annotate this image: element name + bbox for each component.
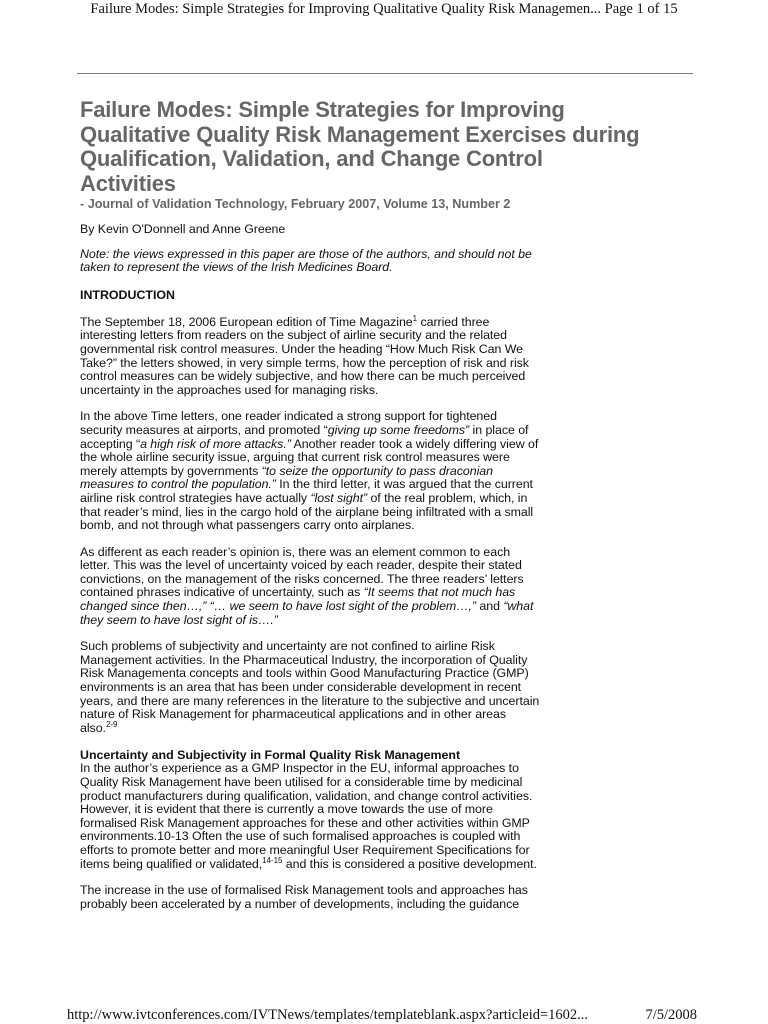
text-line: bomb, and not through what passengers carry onto airplanes. [80, 518, 415, 533]
text-line: convictions, on the management of the risks concerned. The three readers’ letters [80, 571, 524, 586]
text-run: and [476, 599, 504, 614]
introduction-heading: INTRODUCTION [80, 287, 175, 302]
quote-run: “lost sight” [310, 490, 368, 505]
text-line: Risk Managementa concepts and tools within Good Manufacturing Practice (GMP) [80, 666, 529, 681]
article-body [80, 98, 680, 911]
quote-run: measures to control the population.” [80, 477, 276, 492]
text-line: interesting letters from readers on the subject of airline security and the related [80, 328, 507, 343]
text-run: merely attempts by governments [80, 463, 262, 478]
text-line: The increase in the use of formalised Risk Management tools and approaches has [80, 883, 528, 898]
text-line: Such problems of subjectivity and uncertainty are not confined to airline Risk [80, 639, 495, 654]
paragraph-2 [80, 410, 680, 532]
text-line: In the author’s experience as a GMP Inspector in the EU, informal approaches to [80, 761, 519, 776]
text-line: Take?” the letters showed, in very simple terms, how the perception of risk and risk [80, 355, 529, 370]
text-line [80, 438, 680, 452]
text-run: of the real problem, which, in [367, 490, 528, 505]
quote-run: they seem to have lost sight of is….” [80, 612, 278, 627]
text-line: Management activities. In the Pharmaceutical Industry, the incorporation of Quality [80, 652, 528, 667]
text-line: As different as each reader’s opinion is, there was an element common to each [80, 544, 511, 559]
text-line [80, 855, 680, 872]
text-line: Quality Risk Management have been utilised for a considerable time by medicinal [80, 775, 523, 789]
paragraph-6 [80, 884, 680, 911]
text-line: the whole airline security issue, arguing that current risk control measures were [80, 450, 510, 465]
running-header: Failure Modes: Simple Strategies for Improving Qualitative Quality Risk Managemen... Page 1 of 15 [90, 1, 678, 17]
title-line: Activities [80, 170, 176, 196]
section-heading: Uncertainty and Subjectivity in Formal Quality Risk Management [80, 748, 461, 763]
disclaimer-note [80, 248, 680, 275]
text-line: letter. This was the level of uncertainty voiced by each reader, despite their stated [80, 558, 522, 573]
text-run: accepting “ [80, 436, 141, 451]
text-run: Another reader took a widely differing view of [290, 436, 539, 451]
text-line: formalised Risk Management approaches for these and other activities within GMP [80, 815, 530, 830]
text-line: probably been accelerated by a number of developments, including the guidance [80, 896, 520, 911]
text-line: years, and there are many references in the literature to the subjective and uncertain [80, 693, 540, 708]
text-run: also. [80, 720, 106, 735]
text-line: efforts to promote better and more meaningful User Requirement Specifications for [80, 842, 530, 857]
paragraph-1 [80, 313, 680, 398]
text-run: airline risk control strategies have actually [80, 490, 311, 505]
text-line: environments.10-13 Often the use of such formalised approaches is coupled with [80, 829, 521, 844]
quote-run: “It seems that not much has [363, 585, 516, 600]
text-line [80, 478, 680, 492]
journal-citation: - Journal of Validation Technology, February 2007, Volume 13, Number 2 [80, 197, 511, 211]
footnote-ref[interactable]: 1 [412, 313, 418, 323]
text-run: security measures at airports, and promoted “ [80, 422, 328, 437]
quote-run: giving up some freedoms” [327, 422, 470, 437]
text-line: In the above Time letters, one reader indicated a strong support for tightened [80, 409, 497, 424]
title-line: Qualitative Quality Risk Management Exercises during [80, 121, 640, 147]
quote-run: changed since then…,” “… we seem to have lost sight of the problem…,” [80, 599, 476, 614]
text-line: environments is an area that has been under considerable development in recent [80, 680, 522, 695]
text-line: product manufacturers during qualification, validation, and change control activities. [80, 788, 533, 803]
text-line: However, it is evident that there is currently a move towards the use of more [80, 802, 493, 817]
quote-run: a high risk of more attacks.” [140, 436, 291, 451]
text-run: contained phrases indicative of uncertainty, such as [80, 585, 364, 600]
text-run: and this is considered a positive development. [282, 856, 537, 871]
text-line: that reader’s mind, lies in the cargo hold of the airplane being infiltrated with a small [80, 504, 534, 519]
text-line [80, 465, 680, 479]
author-line: By Kevin O'Donnell and Anne Greene [80, 222, 286, 236]
print-date: 7/5/2008 [645, 1007, 697, 1023]
title-line: Failure Modes: Simple Strategies for Improving [80, 97, 565, 122]
text-line [80, 719, 680, 736]
text-line: control measures can be widely subjective, and how there can be much perceived [80, 369, 526, 384]
paragraph-5 [80, 762, 680, 871]
note-line: taken to represent the views of the Irish Medicines Board. [80, 260, 393, 275]
source-url[interactable]: http://www.ivtconferences.com/IVTNews/templates/templateblank.aspx?articleid=1602... [67, 1007, 589, 1023]
article-title [80, 98, 680, 196]
text-line [80, 424, 680, 438]
text-line: governmental risk control measures. Under the heading “How Much Risk Can We [80, 341, 523, 356]
text-line [80, 492, 680, 506]
header-rule [77, 73, 693, 74]
text-line: nature of Risk Management for pharmaceutical applications and in other areas [80, 707, 506, 722]
title-line: Qualification, Validation, and Change Control [80, 146, 543, 171]
text-line [80, 614, 680, 628]
quote-run: “to seize the opportunity to pass draconian [261, 463, 493, 478]
text-run: in place of [469, 422, 529, 437]
text-run: The September 18, 2006 European edition of Time Magazine [80, 314, 413, 329]
note-line: Note: the views expressed in this paper are those of the authors, and should not be [80, 246, 532, 261]
text-line [80, 600, 680, 614]
text-run: In the third letter, it was argued that the current [275, 477, 533, 492]
text-line [80, 586, 680, 600]
text-run: items being qualified or validated, [80, 856, 263, 871]
quote-run: “what [503, 599, 534, 614]
text-line: uncertainty in the approaches used for managing risks. [80, 382, 379, 397]
paragraph-3 [80, 546, 680, 628]
footnote-ref[interactable]: 14-15 [262, 855, 283, 865]
footnote-ref[interactable]: 2-9 [105, 719, 118, 729]
paragraph-4 [80, 640, 680, 735]
text-line [80, 313, 680, 330]
text-run: carried three [417, 314, 490, 329]
